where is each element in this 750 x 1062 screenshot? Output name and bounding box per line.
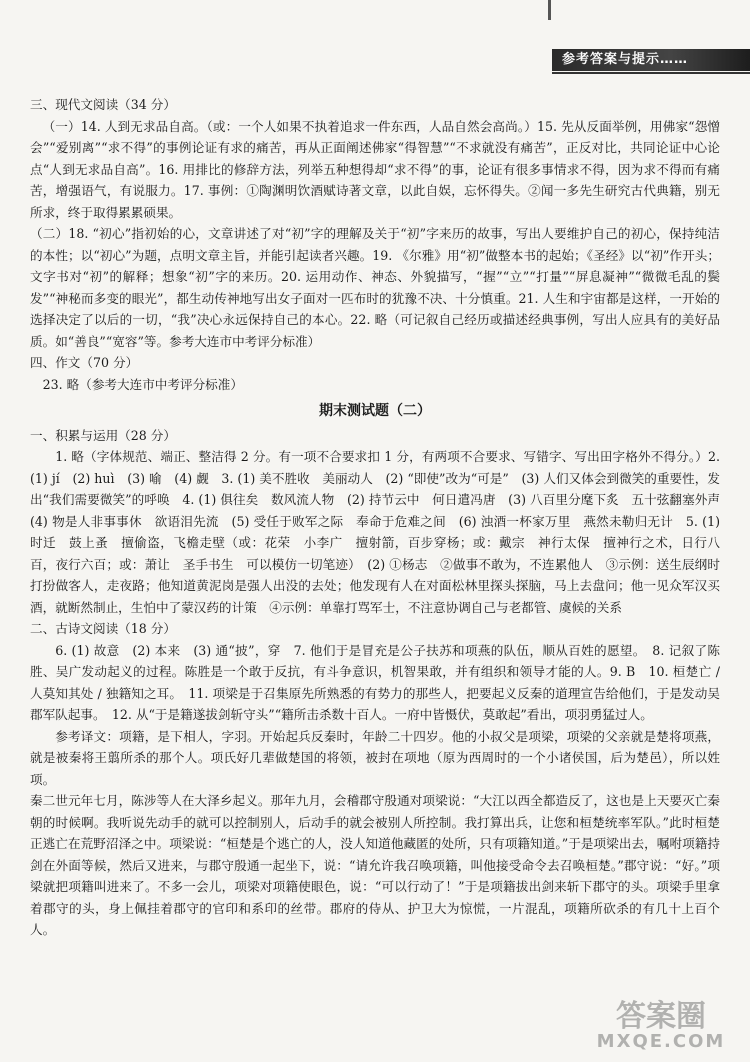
page-spine-mark [548, 0, 551, 20]
running-header [552, 49, 750, 71]
watermark-logo [586, 999, 736, 1054]
writing-answer: 23. 略（参考大连市中考评分标准） [42, 376, 243, 392]
header-rule [552, 72, 750, 74]
watermark-line-one: 答案圈 [616, 999, 706, 1034]
answer-content [30, 94, 733, 941]
section-heading-classical: 二、古诗文阅读（18 分） [30, 621, 176, 636]
classical-answers: 6. (1) 故意 (2) 本来 (3) 通“披”，穿 7. 他们于是冒充是公子扶苏和项燕的队伍，顺从百姓的愿望。 8. 记叙了陈胜、吴广发动起义的过程。陈胜是一个敢于反抗，有斗争意识，机智果敢，并有组织和领导才能的人。9. B 10. 桓楚亡 / 人莫知其处 / 独籍知之耳。 11. 项梁是于召集原先所熟悉的有势力的那些人，把要起义反秦的道理宣告给他们，于是发动吴郡军队起事。 12. 从“于是籍遂拔剑斩守头”“籍所击杀数十百人。一府中皆慑伏，莫敢起”看出，项羽勇猛过人。 [30, 642, 720, 722]
section-heading-accumulation: 一、积累与运用（28 分） [30, 427, 176, 443]
translation-para-one: 参考译文：项籍，是下相人，字羽。开始起兵反秦时，年龄二十四岁。他的小叔父是项梁，项梁的父亲就是楚将项燕，就是被秦将王翦所杀的那个人。项氏好几辈做楚国的将领，被封在项地（原为西周时的一个小诸侯国，后为楚邑），所以姓项。 [30, 728, 720, 787]
accumulation-answers: 1. 略（字体规范、端正、整洁得 2 分。有一项不合要求扣 1 分，有两项不合要求、写错字、写出田字格外不得分。）2. (1) jí (2) huì (3) 喻 (4) 觑 3. (1) 美不胜收 美丽动人 (2) “即使”改为“可是” (3) 人们又体会到微笑的重要性，发出“我们需要微笑”的呼唤 4. (1) 俱往矣 数风流人物 (2) 持节云中 何日遣冯唐 (3) 八百里分麾下炙 五十弦翻塞外声 (4) 物是人非事事休 欲语泪先流 (5) 受任于败军之际 奉命于危难之间 (6) 浊酒一杯家万里 燕然未勒归无计 5. (1) 时迁 鼓上蚤 擅偷盗，飞檐走壁（或：花荣 小李广 擅射箭，百步穿杨；或：戴宗 神行太保 擅神行之术，日行八百，夜行六百；或：萧让 圣手书生 可以模仿一切笔迹） (2) ①杨志 ②做事不敢为，不连累他人 ③示例：送生辰纲时打扮做客人，走夜路；他知道黄泥岗是强人出没的去处；他发现有人在对面松林里探头探脑，马上去盘问；他一见众军汉买酒，就断然制止，生怕中了蒙汉药的计策 ④示例：单靠打骂军士，不注意协调自己与老都管、虞候的关系 [30, 449, 733, 615]
watermark-line-two: MXQE.COM [596, 1031, 726, 1052]
section-heading-writing: 四、作文（70 分） [30, 355, 139, 370]
section-heading-reading: 三、现代文阅读（34 分） [30, 97, 176, 112]
translation-para-two: 秦二世元年七月，陈涉等人在大泽乡起义。那年九月，会稽郡守殷通对项梁说：“大江以西全都造反了，这也是上天要灭亡秦朝的时候啊。我听说先动手的就可以控制别人，后动手的就会被别人所控制。我打算出兵，让您和桓楚统率军队。”此时桓楚正逃亡在荒野沼泽之中。项梁说：“桓楚是个逃亡的人，没人知道他藏匿的处所，只有项籍知道。”于是项梁出去，嘱咐项籍持剑在外面等候，然后又进来，与郡守殷通一起坐下，说：“请允许我召唤项籍，叫他接受命令去召唤桓楚。”郡守说：“好。”项梁就把项籍叫进来了。不多一会儿，项梁对项籍使眼色，说：“可以行动了！”于是项籍拔出剑来斩下郡守的头。项梁手里拿着郡守的头，身上佩挂着郡守的官印和系印的丝带。郡府的侍从、护卫大为惊慌，一片混乱，项籍所砍杀的有几十上百个人。 [30, 793, 720, 937]
reading-part-one: （一）14. 人到无求品自高。（或：一个人如果不执着追求一件东西，人品自然会高尚。）15. 先从反面举例，用佛家“怨憎会”“爱别离”“求不得”的事例论证有求的痛苦，再从正面阐述佛家“得智慧”“不求就没有痛苦”，正反对比，共同论证中心论点“人到无求品自高”。16. 用排比的修辞方法，列举五种想得却“求不得”的事，论证有很多事情求不得，因为求不得而有痛苦，增强语气，有说服力。17. 事例：①陶渊明饮酒赋诗著文章，以此自娱，忘怀得失。②闻一多先生研究古代典籍，别无所求，终于取得累累硕果。 [30, 118, 720, 220]
running-header-title: 参考答案与提示…… [562, 52, 689, 67]
reading-part-two: （二）18. “初心”指初始的心，文章讲述了对“初”字的理解及关于“初”字来历的故事，写出人要维护自己的初心，保持纯洁的本性；以“初心”为题，点明文章主旨，并能引起读者兴趣。19. 《尔雅》用“初”做整本书的起始；《圣经》以“初”作开头；文字书对“初”的解释；想象“初”字的来历。20. 运用动作、神态、外貌描写，“握”“立”“打量”“屏息凝神”“微微毛乱的鬓发”“神秘而多变的眼光”，都生动传神地写出女子面对一匹布时的犹豫不决、十分慎重。21. 人生和宇宙都是这样，一开始的选择决定了以后的一切，“我”决心永远保持自己的本心。22. 略（可记叙自己经历或描述经典事例，写出人应具有的美好品质。如“善良”“宽容”等。参考大连市中考评分标准） [30, 226, 720, 349]
exam-title: 期末测试题（二） [319, 403, 431, 419]
